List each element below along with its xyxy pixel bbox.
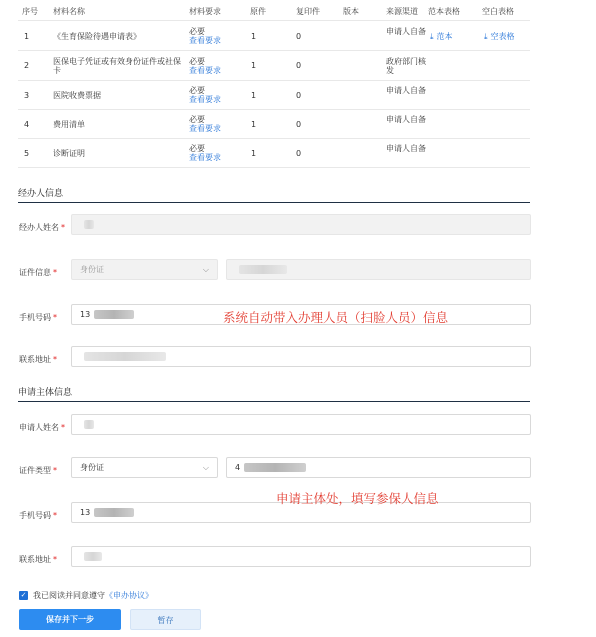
row-source: 政府部门核发 (386, 57, 426, 75)
row-copy: 0 (296, 32, 302, 41)
col-header-sample: 范本表格 (428, 7, 460, 16)
row-name: 医保电子凭证或有效身份证件或社保卡 (53, 57, 181, 75)
required-mark: * (53, 555, 57, 564)
row-name: 《生育保险待遇申请表》 (53, 32, 141, 41)
required-mark: * (53, 355, 57, 364)
row-requirement: 必要 (189, 115, 205, 124)
row-copy: 0 (296, 149, 302, 158)
col-header-requirement: 材料要求 (189, 7, 221, 16)
row-source: 申请人自备 (386, 144, 426, 153)
agreement-checkbox[interactable] (19, 591, 28, 600)
sample-download-link[interactable]: ⤓ 范本 (430, 32, 453, 41)
row-copy: 0 (296, 91, 302, 100)
applicant-phone-input[interactable]: 13 (71, 502, 531, 523)
handler-id-label: 证件信息 * (19, 268, 57, 277)
save-next-button[interactable]: 保存并下一步 (19, 609, 121, 630)
applicant-address-label: 联系地址 * (19, 555, 57, 564)
applicant-address-input[interactable] (71, 546, 531, 567)
view-requirement-link[interactable]: 查看要求 (189, 124, 221, 133)
row-requirement: 必要 (189, 144, 205, 153)
handler-name-label: 经办人姓名 * (19, 223, 65, 232)
col-header-no: 序号 (22, 7, 38, 16)
row-source: 申请人自备 (386, 115, 426, 124)
required-mark: * (53, 466, 57, 475)
handler-id-number-input[interactable] (226, 259, 531, 280)
applicant-id-label: 证件类型 * (19, 466, 57, 475)
row-copy: 0 (296, 61, 302, 70)
row-name: 医院收费票据 (53, 91, 101, 100)
col-header-source: 来源渠道 (386, 7, 418, 16)
required-mark: * (53, 268, 57, 277)
download-icon: ⤓ (484, 32, 488, 41)
applicant-phone-label: 手机号码 * (19, 511, 57, 520)
redacted-value (84, 220, 94, 229)
chevron-down-icon: ⌵ (202, 463, 209, 472)
row-no: 3 (24, 91, 30, 100)
download-icon: ⤓ (430, 32, 434, 41)
section-divider (18, 202, 530, 203)
row-no: 5 (24, 149, 30, 158)
handler-id-type-select[interactable]: 身份证 ⌵ (71, 259, 218, 280)
row-no: 1 (24, 32, 30, 41)
row-name: 诊断证明 (53, 149, 85, 158)
row-original: 1 (251, 32, 257, 41)
applicant-id-number-input[interactable]: 4 (226, 457, 531, 478)
col-header-name: 材料名称 (53, 7, 85, 16)
agreement-link[interactable]: 《申办协议》 (105, 591, 153, 600)
col-header-blank: 空白表格 (482, 7, 514, 16)
redacted-value (84, 352, 166, 361)
view-requirement-link[interactable]: 查看要求 (189, 95, 221, 104)
view-requirement-link[interactable]: 查看要求 (189, 36, 221, 45)
required-mark: * (53, 511, 57, 520)
row-source: 申请人自备 (386, 27, 426, 36)
col-header-original: 原件 (250, 7, 266, 16)
col-header-copy: 复印件 (296, 7, 320, 16)
handler-name-input[interactable] (71, 214, 531, 235)
row-requirement: 必要 (189, 57, 205, 66)
save-draft-button[interactable]: 暂存 (130, 609, 201, 630)
blank-form-download-link[interactable]: ⤓ 空表格 (484, 32, 515, 41)
section-divider (18, 401, 530, 402)
row-original: 1 (251, 120, 257, 129)
row-source: 申请人自备 (386, 86, 426, 95)
redacted-value (244, 463, 306, 472)
redacted-value (84, 552, 102, 561)
redacted-value (239, 265, 287, 274)
row-requirement: 必要 (189, 27, 205, 36)
handler-address-label: 联系地址 * (19, 355, 57, 364)
handler-address-input[interactable] (71, 346, 531, 367)
chevron-down-icon: ⌵ (202, 265, 209, 274)
applicant-annotation: 申请主体处，填写参保人信息 (276, 491, 439, 506)
required-mark: * (53, 313, 57, 322)
row-name: 费用清单 (53, 120, 85, 129)
row-copy: 0 (296, 120, 302, 129)
agreement-text: 我已阅读并同意遵守《申办协议》 (33, 591, 153, 600)
table-divider (18, 20, 530, 21)
row-no: 4 (24, 120, 30, 129)
redacted-value (94, 508, 134, 517)
view-requirement-link[interactable]: 查看要求 (189, 66, 221, 75)
redacted-value (84, 420, 94, 429)
handler-section-title: 经办人信息 (18, 189, 64, 199)
handler-phone-label: 手机号码 * (19, 313, 57, 322)
applicant-name-input[interactable] (71, 414, 531, 435)
row-original: 1 (251, 61, 257, 70)
required-mark: * (61, 423, 65, 432)
row-no: 2 (24, 61, 30, 70)
col-header-version: 版本 (343, 7, 359, 16)
row-original: 1 (251, 149, 257, 158)
check-icon: ✓ (20, 591, 27, 599)
required-mark: * (61, 223, 65, 232)
applicant-name-label: 申请人姓名 * (19, 423, 65, 432)
row-requirement: 必要 (189, 86, 205, 95)
redacted-value (94, 310, 134, 319)
view-requirement-link[interactable]: 查看要求 (189, 153, 221, 162)
applicant-id-type-select[interactable]: 身份证 ⌵ (71, 457, 218, 478)
row-original: 1 (251, 91, 257, 100)
applicant-section-title: 申请主体信息 (18, 388, 73, 398)
handler-annotation: 系统自动带入办理人员（扫脸人员）信息 (223, 310, 449, 325)
handler-phone-input[interactable]: 13 (71, 304, 531, 325)
